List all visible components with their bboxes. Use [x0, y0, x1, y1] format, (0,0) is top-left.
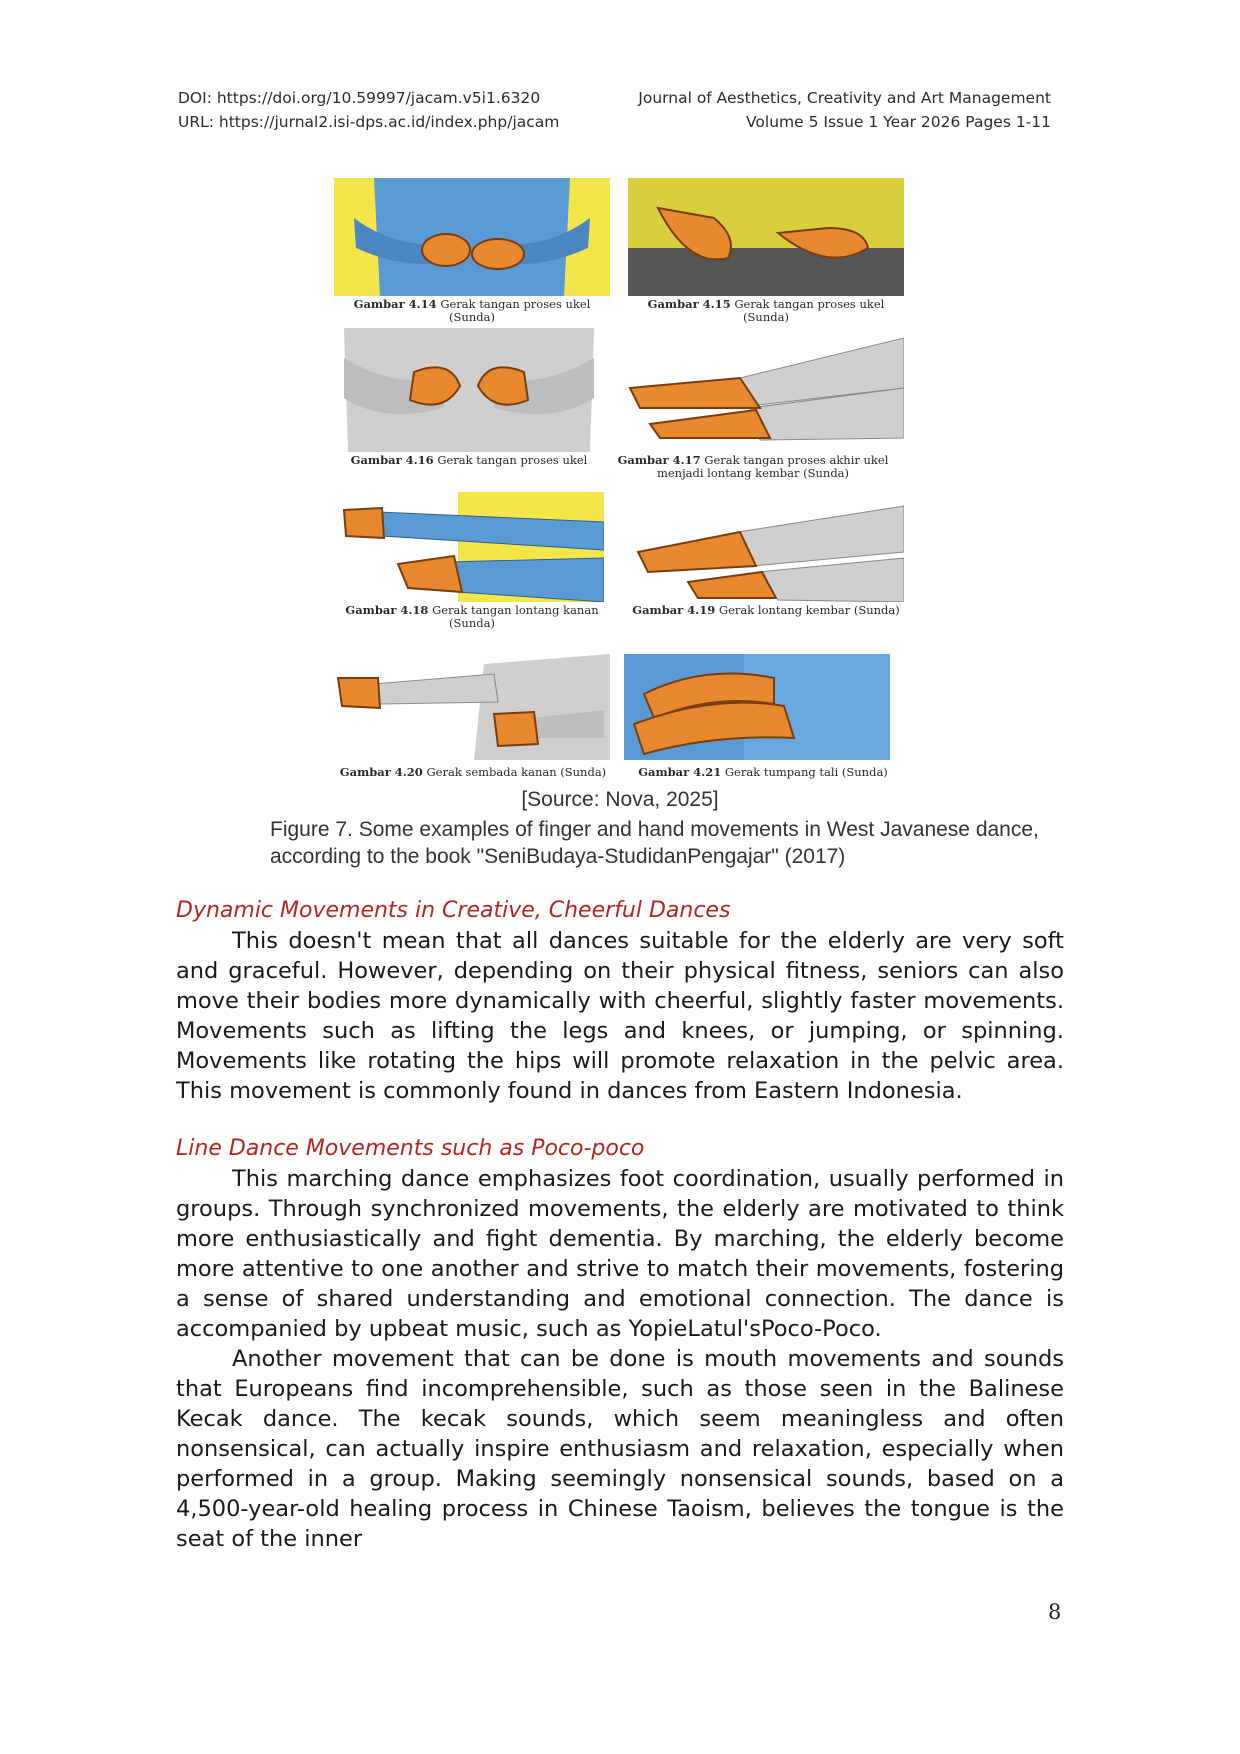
page-number: 8 — [1048, 1600, 1062, 1624]
panel-4-20-image — [334, 654, 610, 760]
panel-4-15-caption: Gambar 4.15 Gerak tangan proses ukel (Sunda) — [647, 297, 885, 324]
doi-text: DOI: https://doi.org/10.59997/jacam.v5i1.6320 — [178, 89, 541, 107]
panel-4-18-caption: Gambar 4.18 Gerak tangan lontang kanan (Sunda) — [345, 603, 599, 630]
panel-4-19-caption: Gambar 4.19 Gerak lontang kembar (Sunda) — [632, 603, 900, 617]
panel-4-21-image — [624, 654, 890, 760]
paragraph: This doesn't mean that all dances suitable for the elderly are very soft and graceful. However, depending on their physical fitness, seniors can also move their bodies more dynamically with cheerful, slightly faster movements. Movements such as lifting the legs and knees, or jumping, or spinning. Movements like rotating the hips will promote relaxation in the pelvic area. This movement is commonly found in dances from Eastern Indonesia. — [176, 928, 1064, 1104]
figure-caption: Figure 7. Some examples of finger and hand movements in West Javanese dance, according to the book "SeniBudaya-StudidanPengajar" (2017) — [270, 818, 1039, 868]
panel-4-14-caption: Gambar 4.14 Gerak tangan proses ukel (Sunda) — [353, 297, 591, 324]
section-body-line-dance — [176, 1164, 1064, 1554]
panel-4-20-caption: Gambar 4.20 Gerak sembada kanan (Sunda) — [339, 765, 607, 779]
journal-name: Journal of Aesthetics, Creativity and Art Management — [638, 89, 1051, 107]
panel-4-18-image — [338, 492, 604, 602]
section-title-line-dance: Line Dance Movements such as Poco-poco — [176, 1136, 645, 1161]
paragraph: Another movement that can be done is mouth movements and sounds that Europeans find incomprehensible, such as those seen in the Balinese Kecak dance. The kecak sounds, which seem meaningless and often nonsensical, can actually inspire enthusiasm and relaxation, especially when performed in a group. Making seemingly nonsensical sounds, based on a 4,500-year-old healing process in Chinese Taoism, believes the tongue is the seat of the inner — [176, 1346, 1064, 1552]
panel-4-16-image — [334, 328, 604, 452]
figure-source: [Source: Nova, 2025] — [521, 788, 719, 811]
volume-info: Volume 5 Issue 1 Year 2026 Pages 1-11 — [746, 113, 1051, 131]
panel-4-21-caption: Gambar 4.21 Gerak tumpang tali (Sunda) — [638, 765, 888, 779]
paragraph: This marching dance emphasizes foot coordination, usually performed in groups. Through synchronized movements, the elderly are motivated to think more enthusiastically and fight dementia. By marching, the elderly become more attentive to one another and strive to match their movements, fostering a sense of shared understanding and emotional connection. The dance is accompanied by upbeat music, such as YopieLatul'sPoco-Poco. — [176, 1166, 1064, 1342]
figure-7 — [328, 172, 908, 790]
panel-4-15-image — [628, 178, 904, 296]
panel-4-16-caption: Gambar 4.16 Gerak tangan proses ukel — [350, 453, 588, 467]
panel-4-14-image — [334, 178, 610, 296]
panel-4-17-image — [620, 328, 904, 452]
url-text: URL: https://jurnal2.isi-dps.ac.id/index.php/jacam — [178, 113, 560, 131]
section-title-dynamic: Dynamic Movements in Creative, Cheerful Dances — [176, 898, 731, 923]
panel-4-19-image — [628, 492, 904, 602]
running-header — [178, 86, 1051, 134]
panel-4-17-caption: Gambar 4.17 Gerak tangan proses akhir ukel menjadi lontang kembar (Sunda) — [617, 453, 889, 480]
section-body-dynamic — [176, 926, 1064, 1106]
